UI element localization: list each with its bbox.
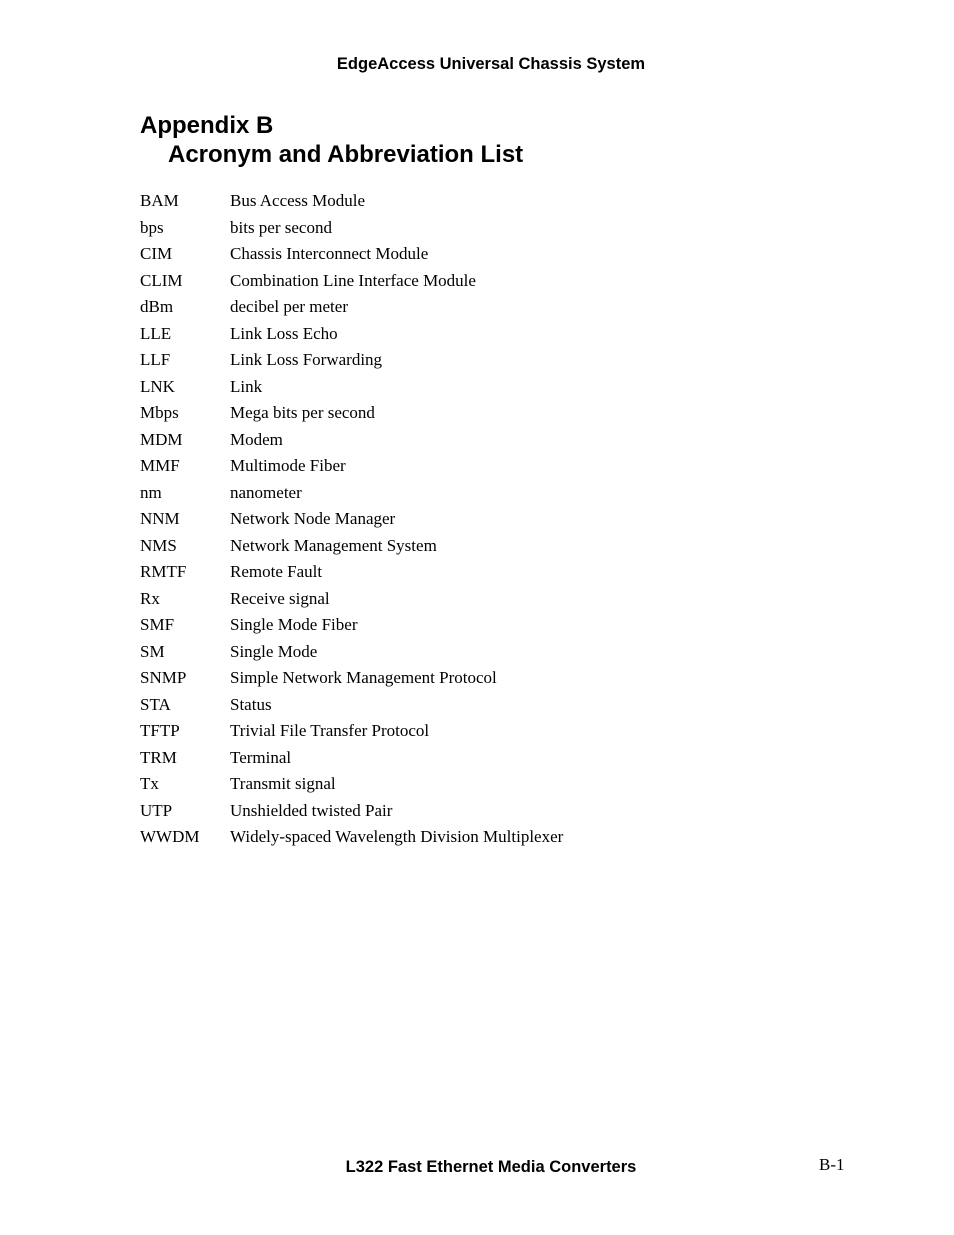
acronym-definition: Combination Line Interface Module: [230, 270, 476, 290]
acronym-row: [140, 454, 563, 481]
acronym-row: [140, 825, 563, 852]
acronym-row: [140, 322, 563, 349]
page-footer: L322 Fast Ethernet Media Converters: [345, 1158, 637, 1176]
acronym-term: WWDM: [140, 827, 200, 846]
acronym-row: [140, 375, 563, 402]
acronym-definition: decibel per meter: [230, 297, 348, 316]
acronym-definition: bits per second: [230, 217, 332, 237]
acronym-term: MMF: [140, 456, 180, 475]
acronym-term: Mbps: [140, 403, 179, 422]
acronym-definition: Link Loss Echo: [230, 323, 338, 343]
acronym-term: TFTP: [140, 721, 180, 740]
acronym-term: NMS: [140, 535, 177, 555]
acronym-term: dBm: [140, 297, 174, 316]
acronym-term: MDM: [140, 429, 183, 449]
acronym-definition: Unshielded twisted Pair: [230, 800, 393, 820]
appendix-label: Appendix B: [140, 112, 274, 139]
acronym-term: TRM: [140, 747, 177, 767]
acronym-row: [140, 295, 563, 322]
acronym-term: SMF: [140, 615, 175, 634]
acronym-definition: Chassis Interconnect Module: [230, 244, 429, 263]
acronym-definition: Status: [230, 694, 272, 714]
acronym-definition: Bus Access Module: [230, 191, 366, 210]
acronym-definition: Simple Network Management Protocol: [230, 668, 497, 687]
acronym-definition: Link Loss Forwarding: [230, 350, 383, 369]
acronym-term: NNM: [140, 509, 180, 528]
acronym-term: nm: [140, 482, 162, 502]
page-header: EdgeAccess Universal Chassis System: [336, 55, 646, 73]
acronym-term: Tx: [140, 774, 159, 793]
acronym-term: BAM: [140, 191, 179, 210]
acronym-definition: Transmit signal: [230, 774, 336, 793]
acronym-row: [140, 560, 563, 587]
acronym-definition: Network Node Manager: [230, 509, 396, 528]
acronym-definition: Link: [230, 376, 263, 396]
acronym-term: SM: [140, 641, 165, 661]
acronym-definition: Single Mode Fiber: [230, 615, 358, 634]
acronym-definition: Network Management System: [230, 535, 437, 555]
acronym-row: [140, 348, 563, 375]
acronym-row: [140, 507, 563, 534]
acronym-definition: Terminal: [230, 747, 292, 767]
acronym-term: UTP: [140, 800, 173, 820]
acronym-term: CIM: [140, 244, 173, 263]
acronym-list: [140, 189, 563, 852]
acronym-term: SNMP: [140, 668, 187, 687]
acronym-row: [140, 640, 563, 667]
acronym-row: [140, 746, 563, 773]
acronym-row: [140, 587, 563, 614]
acronym-definition: Remote Fault: [230, 562, 323, 581]
acronym-row: [140, 666, 563, 693]
acronym-term: STA: [140, 694, 171, 714]
acronym-term: Rx: [140, 588, 160, 608]
acronym-definition: Receive signal: [230, 588, 330, 608]
acronym-row: [140, 613, 563, 640]
acronym-row: [140, 189, 563, 216]
acronym-term: CLIM: [140, 270, 183, 290]
acronym-term: LNK: [140, 376, 175, 396]
acronym-definition: Modem: [230, 429, 283, 449]
acronym-row: [140, 534, 563, 561]
acronym-row: [140, 799, 563, 826]
page-number: B-1: [819, 1155, 845, 1174]
acronym-term: RMTF: [140, 562, 187, 581]
acronym-row: [140, 481, 563, 508]
acronym-term: LLE: [140, 323, 172, 343]
appendix-title: Acronym and Abbreviation List: [168, 141, 524, 168]
acronym-definition: Mega bits per second: [230, 403, 375, 422]
acronym-row: [140, 772, 563, 799]
acronym-row: [140, 719, 563, 746]
acronym-term: LLF: [140, 350, 171, 369]
acronym-row: [140, 401, 563, 428]
acronym-definition: Single Mode: [230, 641, 318, 661]
acronym-definition: nanometer: [230, 482, 302, 502]
acronym-row: [140, 269, 563, 296]
acronym-definition: Trivial File Transfer Protocol: [230, 721, 430, 740]
acronym-row: [140, 428, 563, 455]
acronym-row: [140, 242, 563, 269]
acronym-term: bps: [140, 217, 164, 237]
acronym-definition: Widely-spaced Wavelength Division Multiplexer: [230, 827, 564, 846]
acronym-row: [140, 693, 563, 720]
acronym-row: [140, 216, 563, 243]
acronym-definition: Multimode Fiber: [230, 456, 346, 475]
